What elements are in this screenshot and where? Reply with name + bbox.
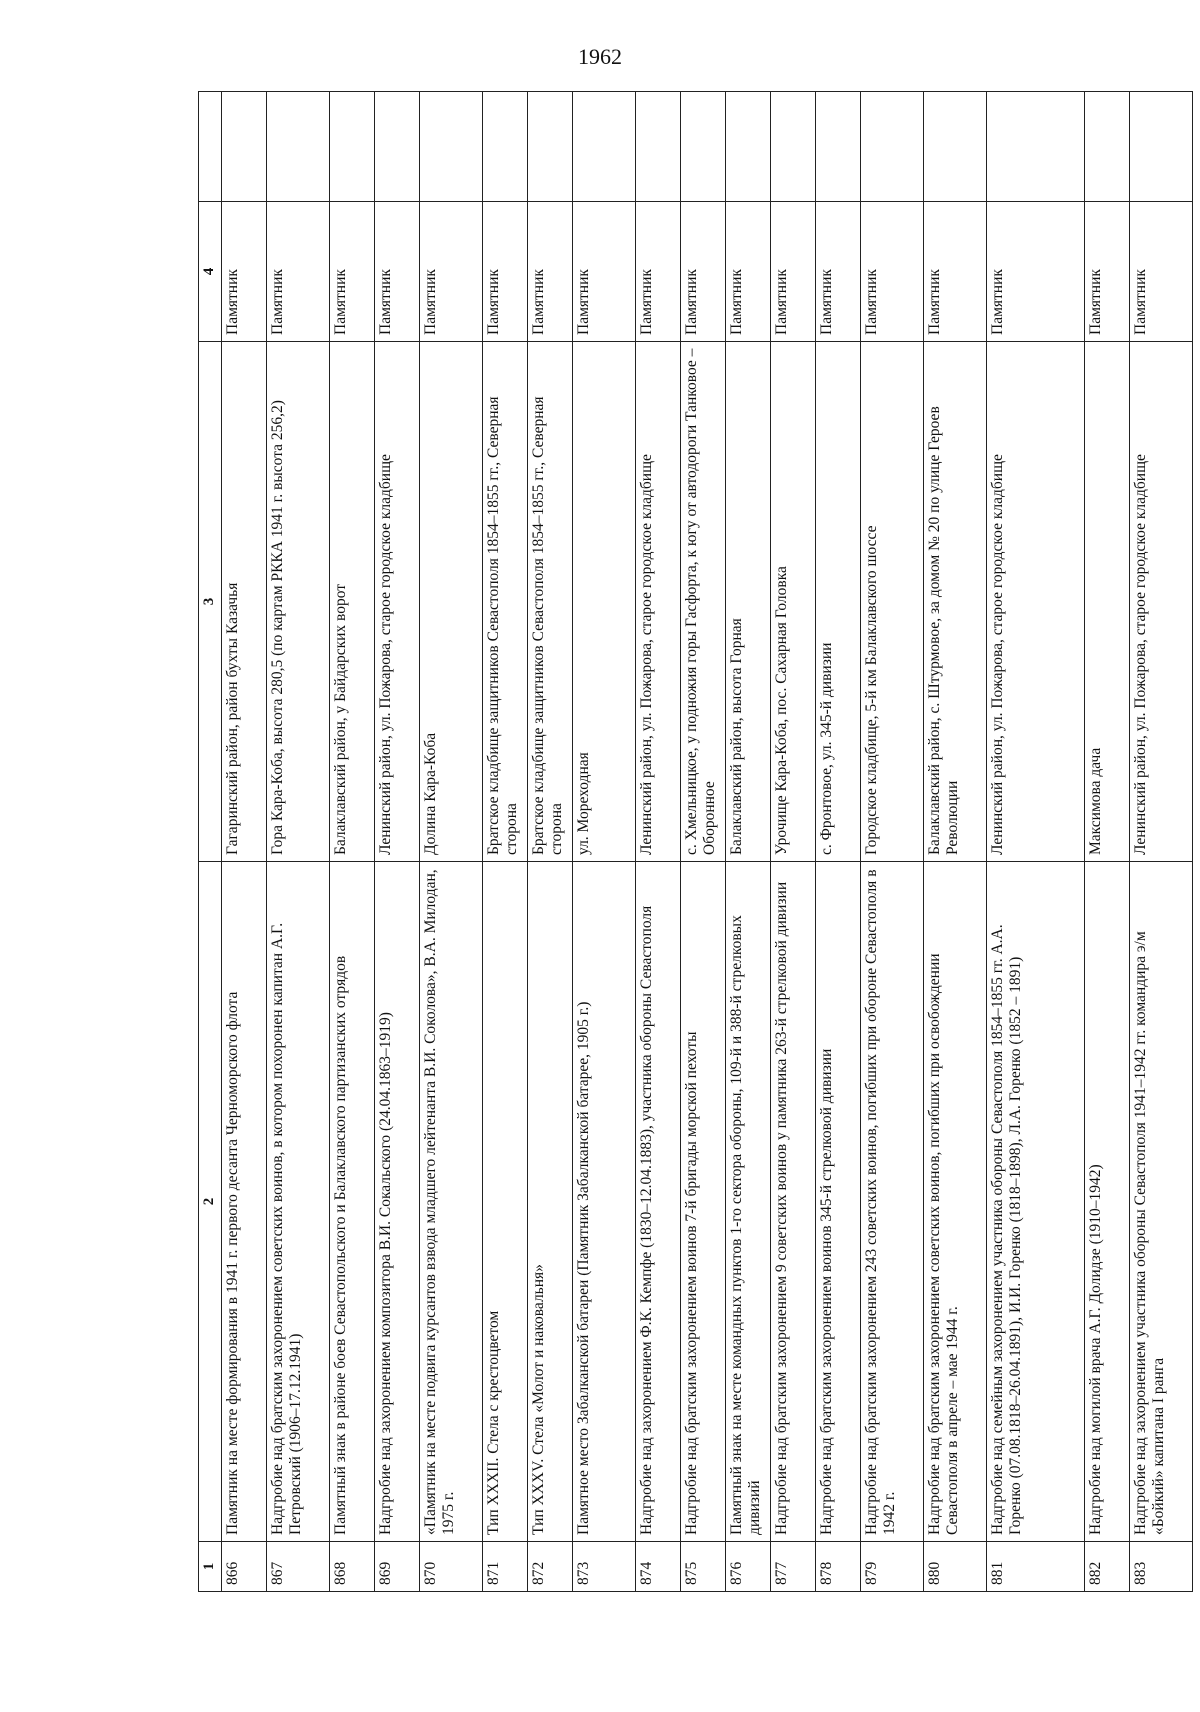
object-name-cell: Надгробие над братским захоронением воинов 345-й стрелковой дивизии [816,862,861,1542]
object-name-cell: Тип XXXII. Стела с крестоцветом [483,862,528,1542]
object-type-cell: Памятник [726,202,771,342]
location-cell: Долина Кара-Коба [420,342,483,862]
table-row [528,92,573,1592]
extra-cell [420,92,483,202]
object-name-cell: Памятное место Забалканской батареи (Памятник Забалканской батарее, 1905 г.) [573,862,636,1542]
object-type-cell: Памятник [483,202,528,342]
object-name-cell: Памятный знак на месте командных пунктов 1-го сектора обороны, 109-й и 388-й стрелковых дивизий [726,862,771,1542]
row-number-cell: 867 [267,1542,330,1592]
object-name-cell: Надгробие над семейным захоронением участника обороны Севастополя 1854–1855 гг. А.А. Горенко (07.08.1818–26.04.1891), И.И. Горенко (1818–1898), Л.А. Горенко (1852 – 1891) [987,862,1085,1542]
object-type-cell: Памятник [573,202,636,342]
table-row [1130,92,1193,1592]
object-type-cell: Памятник [528,202,573,342]
object-name-cell: Надгробие над могилой врача А.Г. Долидзе (1910–1942) [1085,862,1130,1542]
table-row [726,92,771,1592]
row-number-cell: 875 [681,1542,726,1592]
table-row [861,92,924,1592]
extra-cell [528,92,573,202]
extra-cell [483,92,528,202]
extra-cell [924,92,987,202]
extra-cell [1085,92,1130,202]
row-number-cell: 871 [483,1542,528,1592]
extra-cell [987,92,1085,202]
table-row [483,92,528,1592]
extra-cell [816,92,861,202]
object-type-cell: Памятник [771,202,816,342]
column-header-4: 4 [199,202,222,342]
extra-cell [222,92,267,202]
location-cell: Балаклавский район, с. Штурмовое, за домом № 20 по улице Героев Революции [924,342,987,862]
row-number-cell: 866 [222,1542,267,1592]
location-cell: с. Хмельницкое, у подножия горы Гасфорта, к югу от автодороги Танковое – Оборонное [681,342,726,862]
monument-table [198,91,1193,1592]
object-name-cell: «Памятник на месте подвига курсантов взвода младшего лейтенанта В.И. Соколова», В.А. Милодан, 1975 г. [420,862,483,1542]
location-cell: Ленинский район, ул. Пожарова, старое городское кладбище [375,342,420,862]
table-row [681,92,726,1592]
object-name-cell: Тип XXXV. Стела «Молот и наковальня» [528,862,573,1542]
object-name-cell: Надгробие над захоронением Ф.К. Кемпфе (1830–12.04.1883), участника обороны Севастополя [636,862,681,1542]
object-type-cell: Памятник [1085,202,1130,342]
location-cell: Городское кладбище, 5-й км Балаклавского шоссе [861,342,924,862]
location-cell: Братское кладбище защитников Севастополя 1854–1855 гг., Северная сторона [483,342,528,862]
location-cell: Балаклавский район, высота Горная [726,342,771,862]
location-cell: Братское кладбище защитников Севастополя 1854–1855 гг., Северная сторона [528,342,573,862]
row-number-cell: 870 [420,1542,483,1592]
object-name-cell: Надгробие над братским захоронением советских воинов, погибших при освобождении Севастополя в апреле – мае 1944 г. [924,862,987,1542]
object-type-cell: Памятник [1130,202,1193,342]
column-header-5 [199,92,222,202]
row-number-cell: 868 [330,1542,375,1592]
row-number-cell: 882 [1085,1542,1130,1592]
object-type-cell: Памятник [267,202,330,342]
row-number-cell: 876 [726,1542,771,1592]
table-row [330,92,375,1592]
object-type-cell: Памятник [636,202,681,342]
object-type-cell: Памятник [816,202,861,342]
extra-cell [267,92,330,202]
object-name-cell: Памятник на месте формирования в 1941 г. первого десанта Черноморского флота [222,862,267,1542]
table-header-row [199,92,222,1592]
row-number-cell: 874 [636,1542,681,1592]
location-cell: ул. Мореходная [573,342,636,862]
object-name-cell: Надгробие над захоронением участника обороны Севастополя 1941–1942 гг. командира э/м «Бойкий» капитана I ранга [1130,862,1193,1542]
table-row [924,92,987,1592]
row-number-cell: 880 [924,1542,987,1592]
extra-cell [330,92,375,202]
column-header-2: 2 [199,862,222,1542]
row-number-cell: 869 [375,1542,420,1592]
location-cell: Урочище Кара-Коба, пос. Сахарная Головка [771,342,816,862]
location-cell: с. Фронтовое, ул. 345-й дивизии [816,342,861,862]
table-row [267,92,330,1592]
extra-cell [726,92,771,202]
table-row [573,92,636,1592]
location-cell: Гора Кара-Коба, высота 280,5 (по картам РККА 1941 г. высота 256,2) [267,342,330,862]
object-type-cell: Памятник [222,202,267,342]
location-cell: Максимова дача [1085,342,1130,862]
page-number: 1962 [578,44,622,69]
object-name-cell: Надгробие над братским захоронением воинов 7-й бригады морской пехоты [681,862,726,1542]
row-number-cell: 883 [1130,1542,1193,1592]
object-type-cell: Памятник [375,202,420,342]
object-type-cell: Памятник [861,202,924,342]
object-name-cell: Надгробие над братским захоронением 243 советских воинов, погибших при обороне Севастополя в 1942 г. [861,862,924,1542]
object-type-cell: Памятник [681,202,726,342]
location-cell: Ленинский район, ул. Пожарова, старое городское кладбище [636,342,681,862]
row-number-cell: 872 [528,1542,573,1592]
table-row [375,92,420,1592]
column-header-3: 3 [199,342,222,862]
location-cell: Ленинский район, ул. Пожарова, старое городское кладбище [1130,342,1193,862]
table-row [420,92,483,1592]
extra-cell [375,92,420,202]
location-cell: Ленинский район, ул. Пожарова, старое городское кладбище [987,342,1085,862]
location-cell: Гагаринский район, район бухты Казачья [222,342,267,862]
table-row [816,92,861,1592]
column-header-1: 1 [199,1542,222,1592]
extra-cell [636,92,681,202]
extra-cell [1130,92,1193,202]
table-row [987,92,1085,1592]
row-number-cell: 878 [816,1542,861,1592]
object-name-cell: Памятный знак в районе боев Севастопольского и Балаклавского партизанских отрядов [330,862,375,1542]
table-row [222,92,267,1592]
row-number-cell: 881 [987,1542,1085,1592]
extra-cell [861,92,924,202]
object-type-cell: Памятник [420,202,483,342]
object-type-cell: Памятник [924,202,987,342]
extra-cell [573,92,636,202]
extra-cell [771,92,816,202]
object-type-cell: Памятник [987,202,1085,342]
table-row [636,92,681,1592]
location-cell: Балаклавский район, у Байдарских ворот [330,342,375,862]
table-row [1085,92,1130,1592]
row-number-cell: 877 [771,1542,816,1592]
extra-cell [681,92,726,202]
table-body [222,92,1193,1592]
row-number-cell: 879 [861,1542,924,1592]
monument-table-wrapper [198,92,1167,1592]
object-name-cell: Надгробие над братским захоронением советских воинов, в котором похоронен капитан А.Г. Петровский (1906–17.12.1941) [267,862,330,1542]
row-number-cell: 873 [573,1542,636,1592]
object-name-cell: Надгробие над захоронением композитора В.И. Сокальского (24.04.1863–1919) [375,862,420,1542]
table-row [771,92,816,1592]
object-type-cell: Памятник [330,202,375,342]
object-name-cell: Надгробие над братским захоронением 9 советских воинов у памятника 263-й стрелковой дивизии [771,862,816,1542]
